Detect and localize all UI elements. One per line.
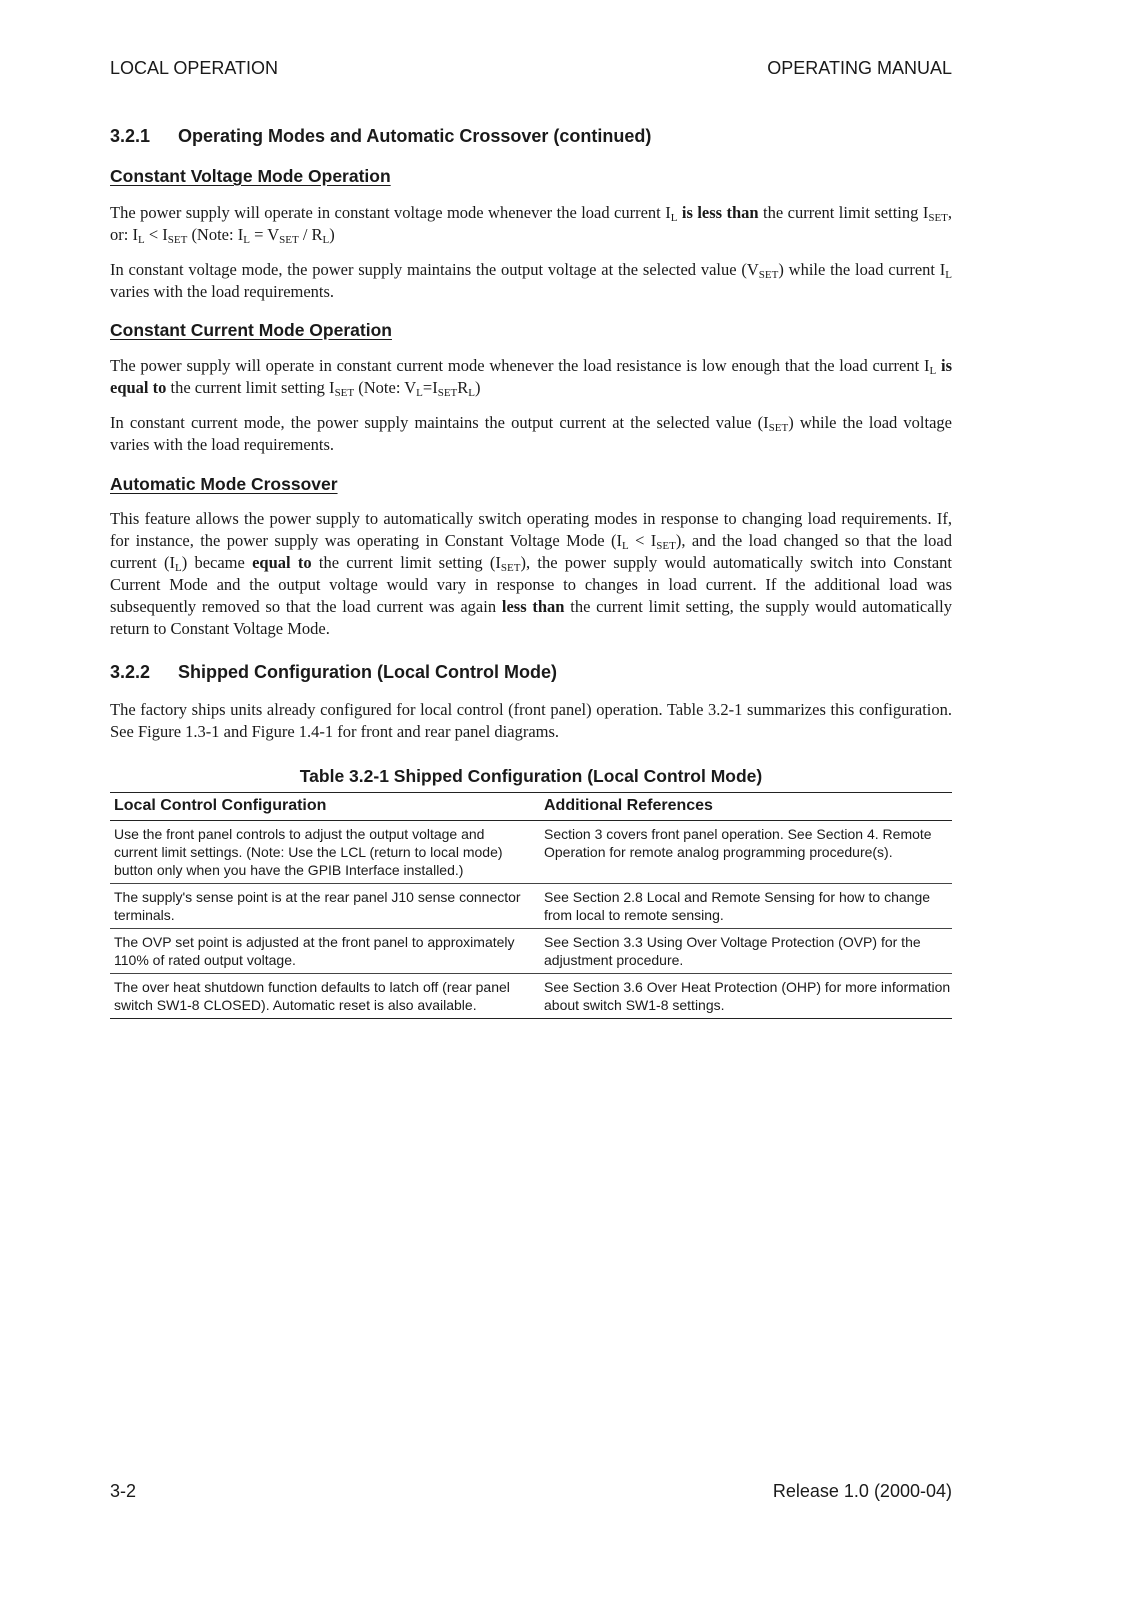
section-3-2-2-heading	[110, 662, 952, 683]
shipped-config-table	[110, 792, 952, 1019]
table-cell: The OVP set point is adjusted at the front panel to approximately 110% of rated output voltage.	[110, 929, 540, 974]
table-cell: See Section 2.8 Local and Remote Sensing for how to change from local to remote sensing.	[540, 884, 952, 929]
section-title: Shipped Configuration (Local Control Mode)	[178, 662, 557, 682]
table-cell: Use the front panel controls to adjust the output voltage and current limit settings. (Note: Use the LCL (return to local mode) button only when you have the GPIB Interface installed.)	[110, 821, 540, 884]
table-row	[110, 929, 952, 974]
table-header-row	[110, 793, 952, 821]
cv-paragraph-1: The power supply will operate in constant voltage mode whenever the load current $I_L$ is less than the current limit setting $I_{SET}$, or: $I_L < I_{SET}$ (Note: $I_L = V_{SET} / R_L$)	[110, 203, 953, 246]
column-header: Additional References	[540, 793, 952, 821]
header-manual-label: OPERATING MANUAL	[767, 58, 952, 78]
column-header: Local Control Configuration	[110, 793, 540, 821]
page-number: 3-2	[110, 1481, 137, 1501]
table-title: Table 3.2-1 Shipped Configuration (Local Control Mode)	[299, 766, 763, 786]
cv-heading: Constant Voltage Mode Operation	[110, 166, 391, 186]
shipped-config-paragraph: The factory ships units already configured for local control (front panel) operation. Table 3.2-1 summarizes this configuration. See Figure 1.3-1 and Figure 1.4-1 for front and rear panel diagrams.	[110, 700, 952, 741]
cc-heading: Constant Current Mode Operation	[110, 320, 392, 340]
section-number: 3.2.2	[110, 662, 151, 682]
table-cell: The supply's sense point is at the rear panel J10 sense connector terminals.	[110, 884, 540, 929]
page-header	[110, 58, 952, 82]
page-footer	[110, 1481, 952, 1505]
cc-paragraph-1: The power supply will operate in constant current mode whenever the load resistance is low enough that the load current $I_L$ is equal to the current limit setting $I_{SET}$ (Note: $V_L=I_{SET}R_L$)	[110, 356, 953, 399]
cv-paragraph-2: In constant voltage mode, the power supply maintains the output voltage at the selected value $(V_{SET})$ while the load current $I_L$ varies with the load requirements.	[110, 260, 952, 301]
cc-paragraph-2: In constant current mode, the power supply maintains the output current at the selected value $(I_{SET})$ while the load voltage varies with the load requirements.	[110, 413, 952, 454]
section-3-2-1-heading	[110, 126, 952, 147]
table-cell: See Section 3.6 Over Heat Protection (OHP) for more information about switch SW1-8 settings.	[540, 974, 952, 1019]
release-label: Release 1.0 (2000-04)	[772, 1481, 952, 1501]
section-title: Operating Modes and Automatic Crossover (continued)	[178, 126, 652, 146]
table-cell: See Section 3.3 Using Over Voltage Protection (OVP) for the adjustment procedure.	[540, 929, 952, 974]
header-section-label: LOCAL OPERATION	[110, 58, 279, 78]
amc-heading: Automatic Mode Crossover	[110, 474, 338, 494]
table-row	[110, 974, 952, 1019]
table-cell: Section 3 covers front panel operation. See Section 4. Remote Operation for remote analog programming procedure(s).	[540, 821, 952, 884]
table-cell: The over heat shutdown function defaults to latch off (rear panel switch SW1-8 CLOSED). Automatic reset is also available.	[110, 974, 540, 1019]
table-row	[110, 821, 952, 884]
amc-paragraph-1: This feature allows the power supply to automatically switch operating modes in response to changing load requirements. If, for instance, the power supply was operating in Constant Voltage Mode $(I_L < I_{SET})$, and the load changed so that the load current $(I_L)$ became equal to the current limit setting $(I_{SET})$, the power supply would automatically switch into Constant Current Mode and the output voltage would vary in response to changes in load current. If the additional load was subsequently removed so that the load current was again less than the current limit setting, the supply would automatically return to Constant Voltage Mode.	[110, 509, 952, 638]
page-content	[110, 126, 952, 1019]
table-row	[110, 884, 952, 929]
section-number: 3.2.1	[110, 126, 151, 146]
